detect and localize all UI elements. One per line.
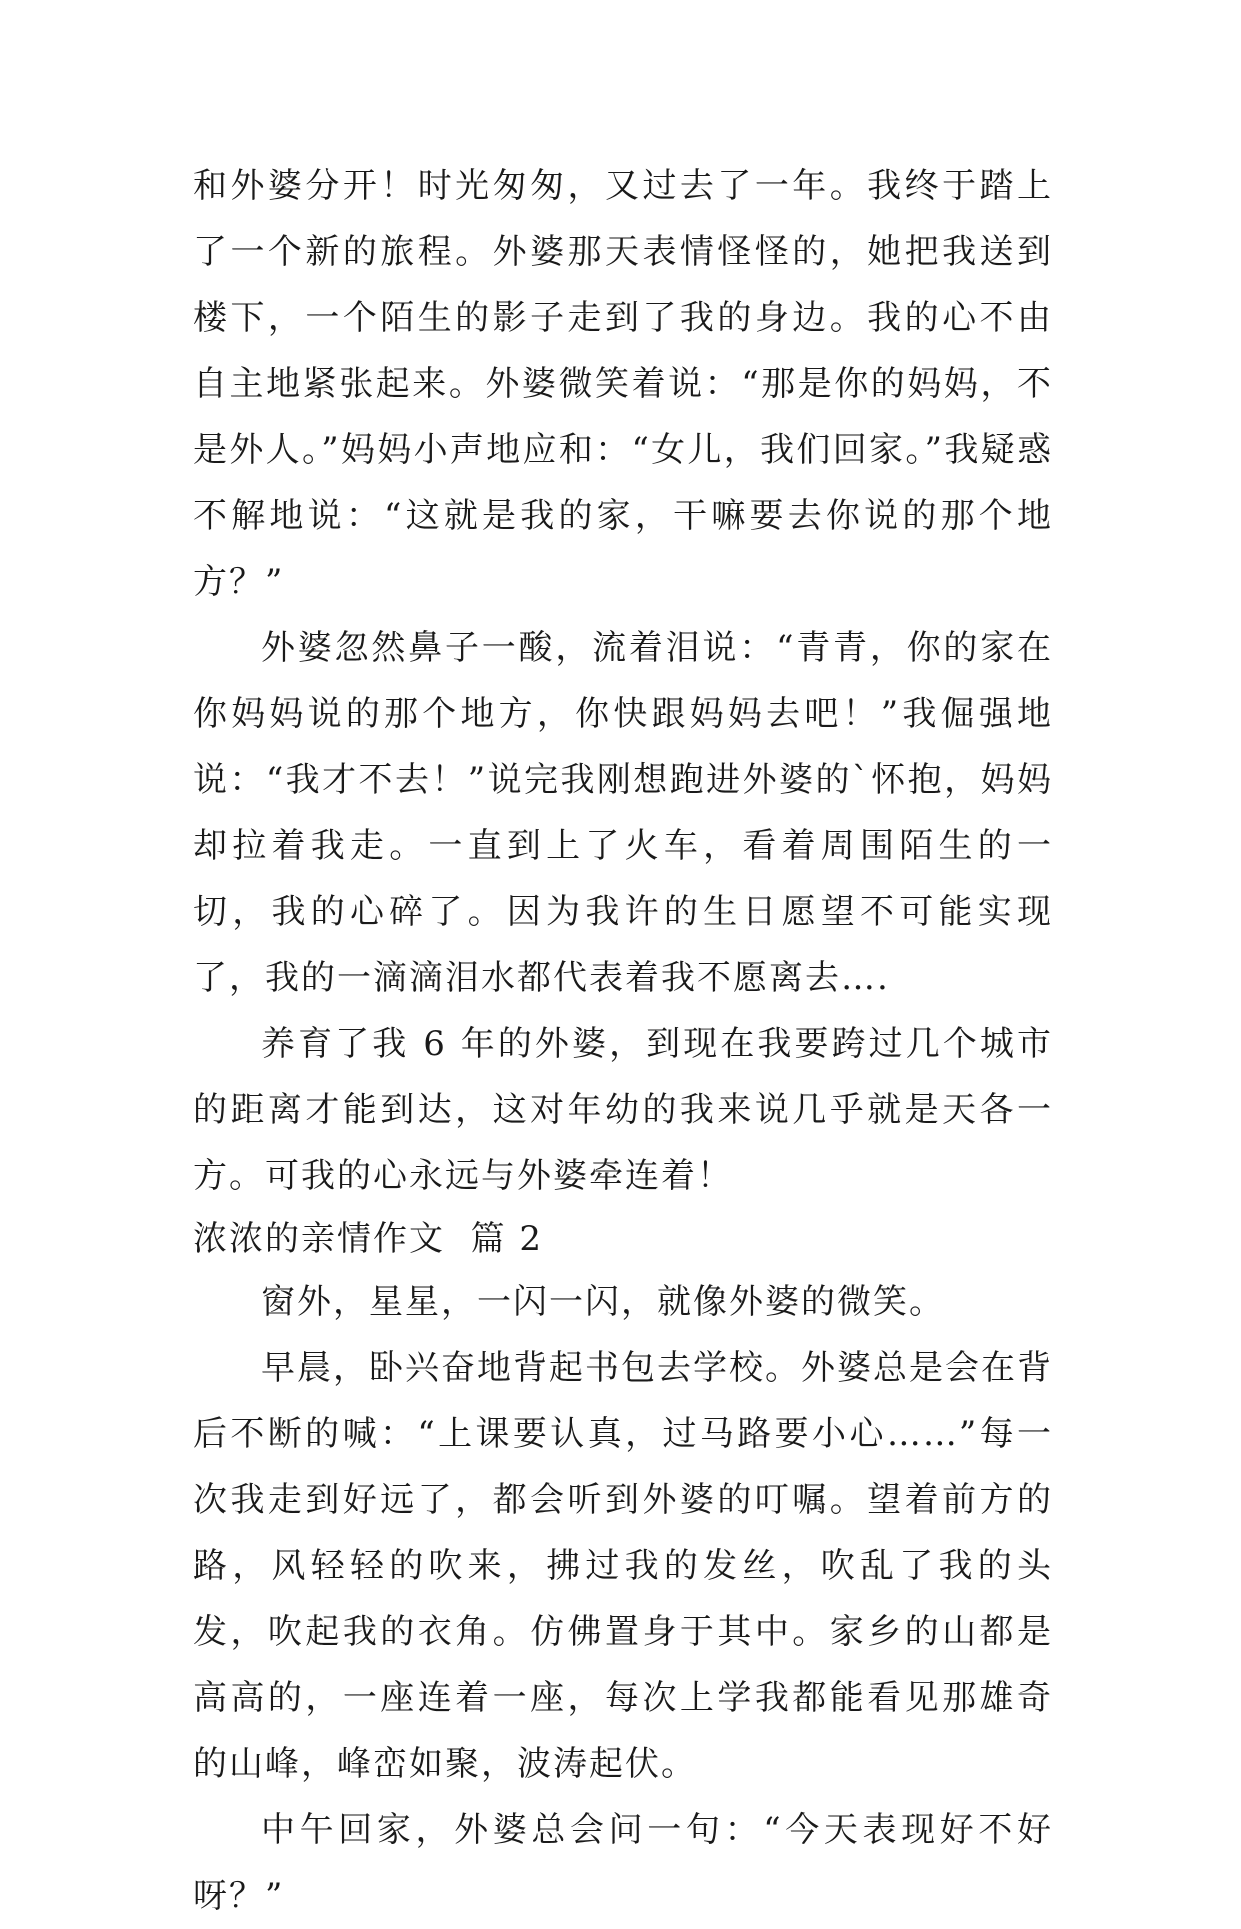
paragraph: 窗外，星星，一闪一闪，就像外婆的微笑。	[261, 1282, 945, 1322]
paragraph-continuation: 和外婆分开！时光匆匆，又过去了一年。我终于踏上了一个新的旅程。外婆那天表情怪怪的，她把我送到楼下，一个陌生的影子走到了我的身边。我的心不由自主地紧张起来。外婆微笑着说：“那是你的妈妈，不是外人。”妈妈小声地应和：“女儿，我们回家。”我疑惑不解地说：“这就是我的家，干嘛要去你说的那个地方？”	[193, 166, 1053, 602]
paragraph: 早晨，卧兴奋地背起书包去学校。外婆总是会在背后不断的喊：“上课要认真，过马路要小心……”每一次我走到好远了，都会听到外婆的叮嘱。望着前方的路，风轻轻的吹来，拂过我的发丝，吹乱了我的头发，吹起我的衣角。仿佛置身于其中。家乡的山都是高高的，一座连着一座，每次上学我都能看见那雄奇的山峰，峰峦如聚，波涛起伏。	[193, 1348, 1053, 1784]
paragraph: 外婆忽然鼻子一酸，流着泪说：“青青，你的家在你妈妈说的那个地方，你快跟妈妈去吧！”我倔强地说：“我才不去！”说完我刚想跑进外婆的`怀抱，妈妈却拉着我走。一直到上了火车，看着周围陌生的一切，我的心碎了。因为我许的生日愿望不可能实现了，我的一滴滴泪水都代表着我不愿离去….	[193, 628, 1053, 998]
paragraph: 中午回家，外婆总会问一句：“今天表现好不好呀？”	[193, 1810, 1053, 1916]
document-body	[193, 153, 1053, 1929]
section-heading: 浓浓的亲情作文 篇 2	[193, 1219, 544, 1259]
paragraph: 养育了我 6 年的外婆，到现在我要跨过几个城市的距离才能到达，这对年幼的我来说几乎就是天各一方。可我的心永远与外婆牵连着！	[193, 1024, 1053, 1196]
